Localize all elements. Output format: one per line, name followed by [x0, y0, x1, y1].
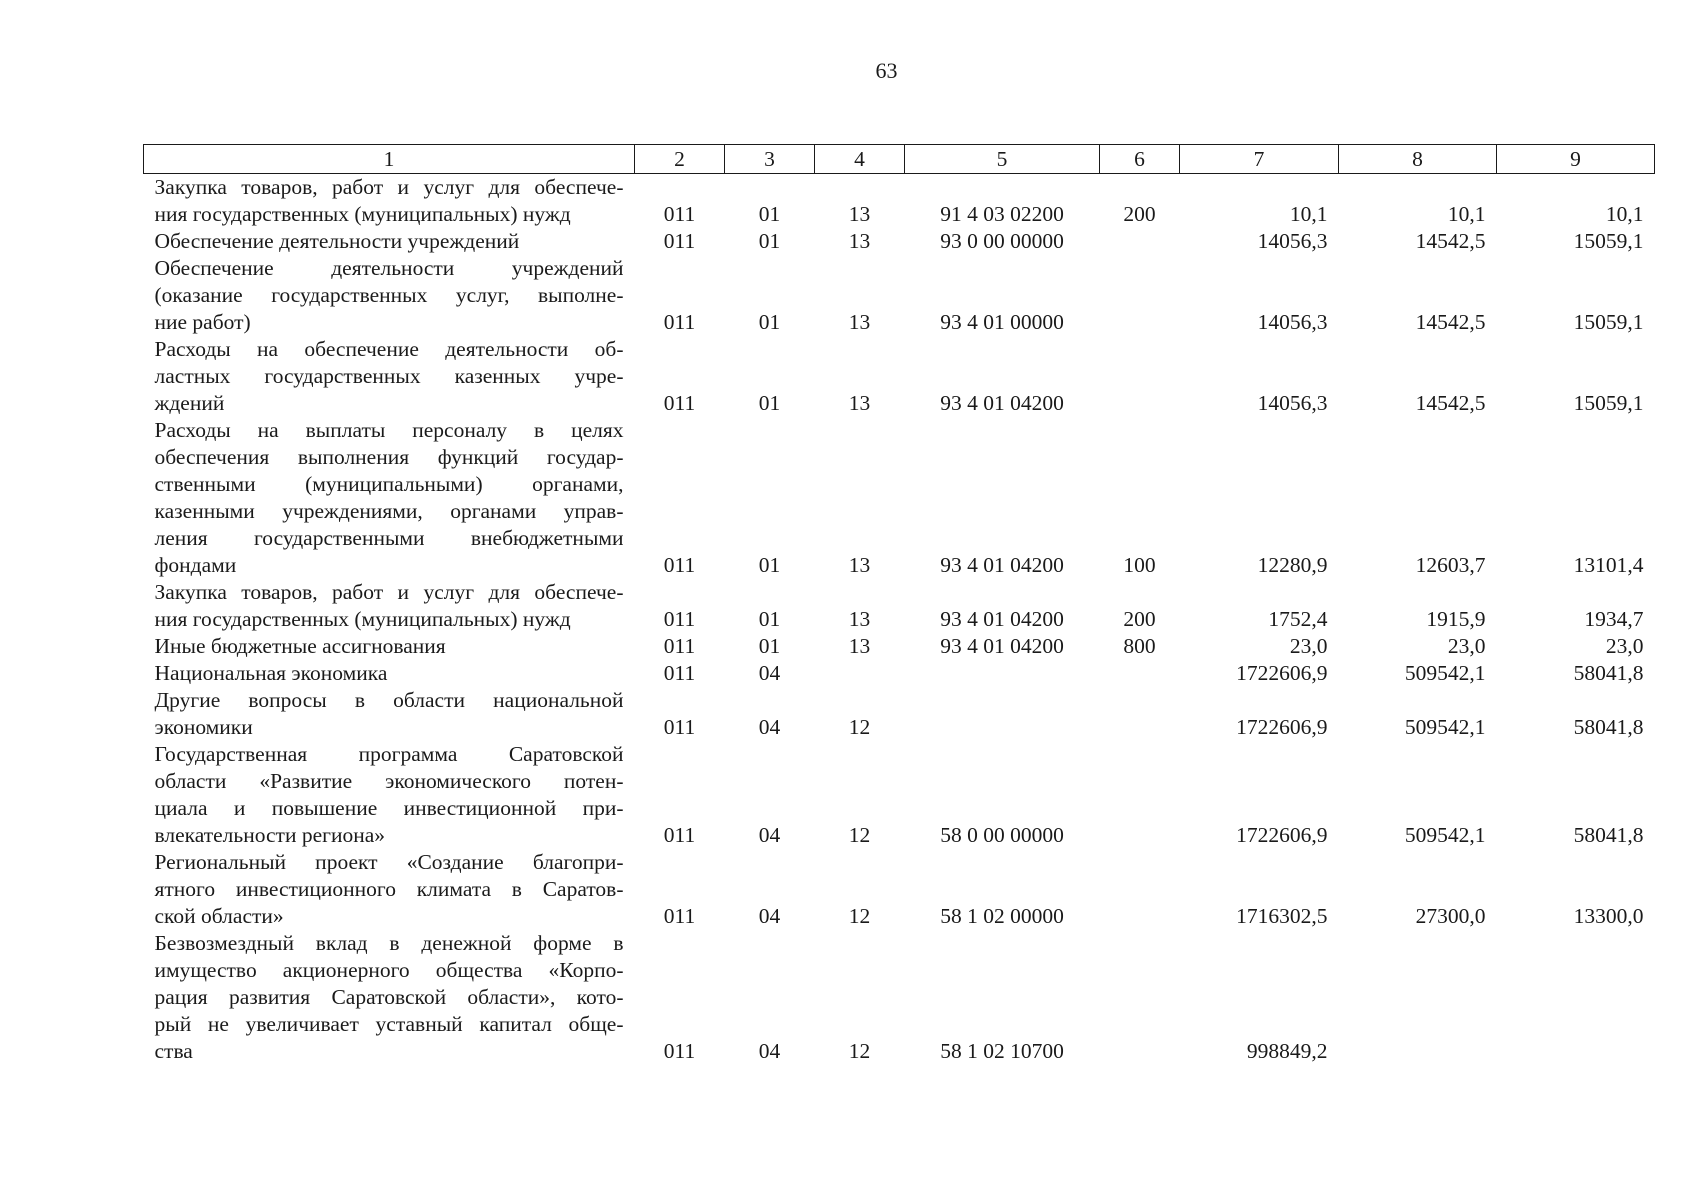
cell-name [144, 849, 635, 930]
cell-name [144, 930, 635, 1065]
cell-name [144, 255, 635, 336]
cell-amount-year-3: 13101,4 [1573, 553, 1644, 577]
cell-amount-year-2: 1915,9 [1426, 607, 1486, 631]
table-row [144, 417, 1655, 579]
cell-amount-year-3: 15059,1 [1573, 310, 1644, 334]
cell-amount-year-3: 58041,8 [1573, 715, 1644, 739]
cell-expense-type: 200 [1123, 202, 1156, 226]
cell-name [144, 741, 635, 849]
cell-name-line: циала и повышение инвестиционной при- [154, 796, 624, 820]
cell-gr: 011 [663, 904, 696, 928]
cell-name-line: ждений [154, 391, 225, 415]
cell-name-line: имущество акционерного общества «Корпо- [154, 958, 624, 982]
cell-expense-type [1100, 660, 1180, 687]
cell-expense-type [1100, 255, 1180, 336]
cell-name-line: фондами [154, 553, 237, 577]
cell-amount-year-1: 1722606,9 [1236, 715, 1328, 739]
cell-section: 04 [758, 715, 781, 739]
table-body [144, 174, 1655, 1066]
cell-name [144, 633, 635, 660]
cell-subsection: 12 [848, 715, 871, 739]
cell-expense-type [1100, 336, 1180, 417]
cell-section: 01 [758, 391, 781, 415]
cell-amount-year-3: 58041,8 [1573, 823, 1644, 847]
cell-amount-year-2: 509542,1 [1404, 661, 1486, 685]
cell-gr: 011 [663, 229, 696, 253]
cell-section: 01 [758, 634, 781, 658]
table-row [144, 849, 1655, 930]
table-row [144, 336, 1655, 417]
cell-expense-type [1100, 228, 1180, 255]
cell-gr: 011 [663, 202, 696, 226]
cell-amount-year-1: 14056,3 [1257, 391, 1328, 415]
cell-amount-year-1: 1722606,9 [1236, 823, 1328, 847]
cell-name-line: Расходы на обеспечение деятельности об- [154, 337, 624, 361]
cell-name-line: ственными (муниципальными) органами, [154, 472, 624, 496]
cell-gr: 011 [663, 1039, 696, 1063]
table-header [144, 145, 1655, 174]
cell-target-article [905, 660, 1100, 687]
header-col-6: 6 [1100, 145, 1180, 174]
cell-name-line: рация развития Саратовской области», кото- [154, 985, 624, 1009]
cell-section: 04 [758, 1039, 781, 1063]
cell-target-article: 93 4 01 04200 [940, 391, 1064, 415]
cell-amount-year-3: 1934,7 [1584, 607, 1644, 631]
cell-expense-type [1100, 741, 1180, 849]
header-col-9: 9 [1497, 145, 1655, 174]
cell-name-line: области «Развитие экономического потен- [154, 769, 624, 793]
cell-name [144, 174, 635, 229]
cell-name-line: Закупка товаров, работ и услуг для обеспече- [154, 175, 624, 199]
cell-gr: 011 [663, 634, 696, 658]
cell-expense-type [1100, 687, 1180, 741]
cell-gr: 011 [663, 823, 696, 847]
cell-name-line: Государственная программа Саратовской [154, 742, 624, 766]
cell-section: 01 [758, 202, 781, 226]
cell-section: 01 [758, 553, 781, 577]
table-row [144, 174, 1655, 229]
cell-name-line: Региональный проект «Создание благопри- [154, 850, 624, 874]
cell-amount-year-2: 14542,5 [1415, 310, 1486, 334]
header-col-8: 8 [1339, 145, 1497, 174]
cell-gr: 011 [663, 391, 696, 415]
cell-name-line: Безвозмездный вклад в денежной форме в [154, 931, 624, 955]
cell-amount-year-1: 1716302,5 [1236, 904, 1328, 928]
cell-target-article: 93 4 01 04200 [940, 607, 1064, 631]
cell-name-line: рый не увеличивает уставный капитал обще- [154, 1012, 624, 1036]
cell-expense-type: 800 [1123, 634, 1156, 658]
table-row [144, 255, 1655, 336]
page-number: 63 [875, 58, 898, 83]
cell-section: 01 [758, 310, 781, 334]
cell-name-line: обеспечения выполнения функций государ- [154, 445, 624, 469]
cell-amount-year-2: 12603,7 [1415, 553, 1486, 577]
cell-amount-year-2: 27300,0 [1415, 904, 1486, 928]
cell-name-line: экономики [154, 715, 253, 739]
cell-name [144, 417, 635, 579]
budget-table [143, 144, 1655, 1065]
cell-name-line: (оказание государственных услуг, выполне- [154, 283, 624, 307]
cell-target-article [905, 687, 1100, 741]
cell-name-line: Иные бюджетные ассигнования [154, 634, 446, 658]
cell-name-line: казенными учреждениями, органами управ- [154, 499, 624, 523]
cell-amount-year-1: 10,1 [1289, 202, 1328, 226]
table-row [144, 930, 1655, 1065]
cell-gr: 011 [663, 607, 696, 631]
cell-name [144, 579, 635, 633]
table-row [144, 579, 1655, 633]
cell-gr: 011 [663, 661, 696, 685]
cell-target-article: 91 4 03 02200 [940, 202, 1064, 226]
cell-amount-year-3: 13300,0 [1573, 904, 1644, 928]
cell-subsection: 12 [848, 1039, 871, 1063]
cell-section: 04 [758, 661, 781, 685]
cell-amount-year-3 [1497, 930, 1655, 1065]
cell-amount-year-1: 14056,3 [1257, 310, 1328, 334]
cell-gr: 011 [663, 715, 696, 739]
cell-name-line: Расходы на выплаты персоналу в целях [154, 418, 624, 442]
cell-section: 04 [758, 904, 781, 928]
cell-name [144, 687, 635, 741]
cell-subsection: 12 [848, 904, 871, 928]
header-col-1: 1 [144, 145, 635, 174]
header-col-7: 7 [1180, 145, 1339, 174]
cell-name-line: ской области» [154, 904, 284, 928]
cell-amount-year-1: 998849,2 [1246, 1039, 1328, 1063]
cell-expense-type [1100, 849, 1180, 930]
cell-expense-type: 200 [1123, 607, 1156, 631]
header-col-3: 3 [725, 145, 815, 174]
cell-subsection [815, 660, 905, 687]
cell-target-article: 93 0 00 00000 [940, 229, 1064, 253]
table-row [144, 660, 1655, 687]
header-col-5: 5 [905, 145, 1100, 174]
cell-name-line: ния государственных (муниципальных) нужд [154, 607, 571, 631]
cell-target-article: 58 1 02 10700 [940, 1039, 1064, 1063]
cell-amount-year-2 [1339, 930, 1497, 1065]
cell-target-article: 93 4 01 04200 [940, 634, 1064, 658]
header-col-2: 2 [635, 145, 725, 174]
cell-section: 01 [758, 607, 781, 631]
cell-amount-year-3: 10,1 [1605, 202, 1644, 226]
cell-target-article: 93 4 01 04200 [940, 553, 1064, 577]
cell-gr: 011 [663, 553, 696, 577]
cell-name-line: влекательности региона» [154, 823, 385, 847]
cell-amount-year-2: 509542,1 [1404, 823, 1486, 847]
cell-amount-year-1: 23,0 [1289, 634, 1328, 658]
cell-name [144, 660, 635, 687]
cell-name-line: Обеспечение деятельности учреждений [154, 256, 624, 280]
cell-target-article: 58 1 02 00000 [940, 904, 1064, 928]
cell-name [144, 336, 635, 417]
cell-amount-year-2: 509542,1 [1404, 715, 1486, 739]
cell-name-line: ления государственными внебюджетными [154, 526, 624, 550]
cell-amount-year-3: 58041,8 [1573, 661, 1644, 685]
header-col-4: 4 [815, 145, 905, 174]
cell-subsection: 13 [848, 553, 871, 577]
cell-subsection: 13 [848, 229, 871, 253]
cell-subsection: 13 [848, 634, 871, 658]
cell-name-line: ства [154, 1039, 193, 1063]
cell-amount-year-1: 1752,4 [1268, 607, 1328, 631]
cell-name-line: ние работ) [154, 310, 251, 334]
cell-amount-year-3: 15059,1 [1573, 229, 1644, 253]
table-row [144, 228, 1655, 255]
cell-name-line: Обеспечение деятельности учреждений [154, 229, 520, 253]
cell-name-line: ятного инвестиционного климата в Саратов- [154, 877, 624, 901]
cell-name-line: ластных государственных казенных учре- [154, 364, 624, 388]
cell-amount-year-1: 12280,9 [1257, 553, 1328, 577]
cell-amount-year-2: 14542,5 [1415, 229, 1486, 253]
cell-subsection: 12 [848, 823, 871, 847]
table-row [144, 741, 1655, 849]
cell-target-article: 58 0 00 00000 [940, 823, 1064, 847]
table-row [144, 633, 1655, 660]
cell-target-article: 93 4 01 00000 [940, 310, 1064, 334]
cell-name-line: ния государственных (муниципальных) нужд [154, 202, 571, 226]
cell-amount-year-2: 14542,5 [1415, 391, 1486, 415]
cell-amount-year-1: 14056,3 [1257, 229, 1328, 253]
cell-amount-year-3: 15059,1 [1573, 391, 1644, 415]
cell-section: 04 [758, 823, 781, 847]
cell-subsection: 13 [848, 607, 871, 631]
header-row [144, 145, 1655, 174]
cell-subsection: 13 [848, 391, 871, 415]
cell-amount-year-2: 10,1 [1447, 202, 1486, 226]
cell-expense-type: 100 [1123, 553, 1156, 577]
cell-amount-year-3: 23,0 [1605, 634, 1644, 658]
cell-name-line: Закупка товаров, работ и услуг для обеспече- [154, 580, 624, 604]
cell-section: 01 [758, 229, 781, 253]
cell-name-line: Другие вопросы в области национальной [154, 688, 624, 712]
table-row [144, 687, 1655, 741]
cell-name-line: Национальная экономика [154, 661, 388, 685]
cell-amount-year-1: 1722606,9 [1236, 661, 1328, 685]
cell-name [144, 228, 635, 255]
cell-expense-type [1100, 930, 1180, 1065]
cell-subsection: 13 [848, 202, 871, 226]
cell-amount-year-2: 23,0 [1447, 634, 1486, 658]
cell-subsection: 13 [848, 310, 871, 334]
cell-gr: 011 [663, 310, 696, 334]
